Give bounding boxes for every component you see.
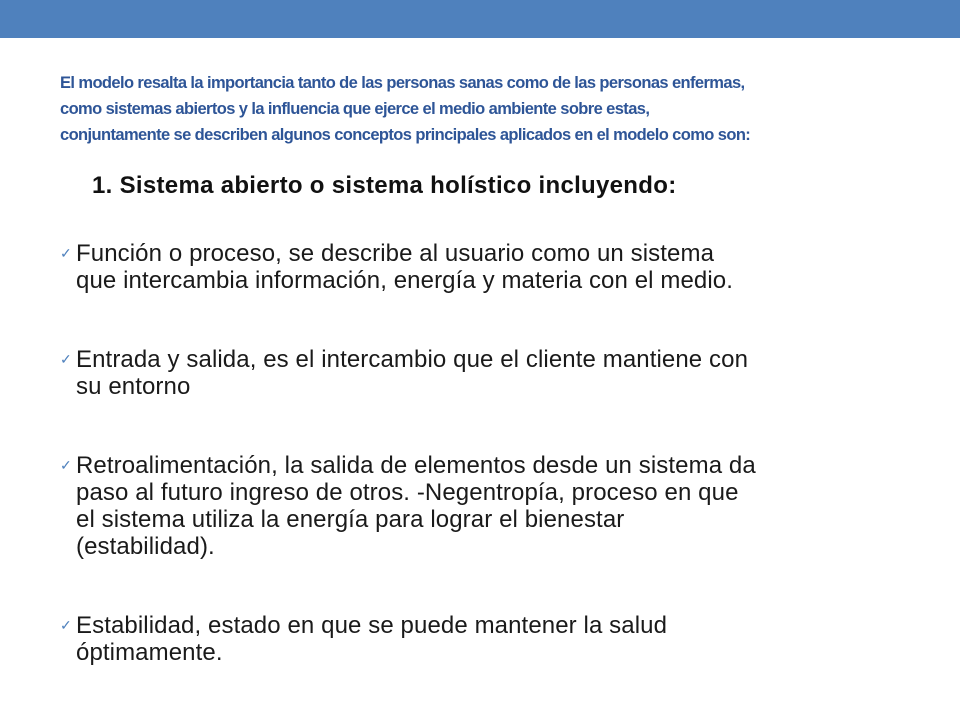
bullet-line: Retroalimentación, la salida de elementos desde un sistema da (76, 452, 756, 479)
bullet-line: Entrada y salida, es el intercambio que el cliente mantiene con (76, 346, 749, 373)
bullet-list (60, 240, 920, 666)
bullet-line: Función o proceso, se describe al usuario como un sistema (76, 240, 715, 267)
intro-line: como sistemas abiertos y la influencia que ejerce el medio ambiente sobre estas, (60, 100, 650, 118)
check-icon: ✓ (60, 245, 72, 261)
bullet-line: el sistema utiliza la energía para lograr el bienestar (76, 506, 625, 533)
bullet-line: óptimamente. (76, 639, 223, 666)
top-accent-bar (0, 0, 960, 38)
bullet-line: paso al futuro ingreso de otros. -Negentropía, proceso en que (76, 479, 739, 506)
intro-paragraph (60, 70, 920, 148)
bullet-item-estabilidad (60, 612, 920, 666)
bullet-item-entrada (60, 346, 920, 400)
check-icon: ✓ (60, 457, 72, 473)
check-icon: ✓ (60, 351, 72, 367)
bullet-item-funcion (60, 240, 920, 294)
section-heading: 1. Sistema abierto o sistema holístico incluyendo: (92, 172, 677, 199)
intro-line: El modelo resalta la importancia tanto de las personas sanas como de las personas enfermas, (60, 74, 745, 92)
bullet-item-retroalimentacion (60, 452, 920, 560)
bullet-line: Estabilidad, estado en que se puede mantener la salud (76, 612, 668, 639)
intro-line: conjuntamente se describen algunos conceptos principales aplicados en el modelo como son: (60, 126, 751, 144)
bullet-line: (estabilidad). (76, 533, 215, 560)
bullet-line: que intercambia información, energía y materia con el medio. (76, 267, 733, 294)
check-icon: ✓ (60, 617, 72, 633)
bullet-line: su entorno (76, 373, 191, 400)
